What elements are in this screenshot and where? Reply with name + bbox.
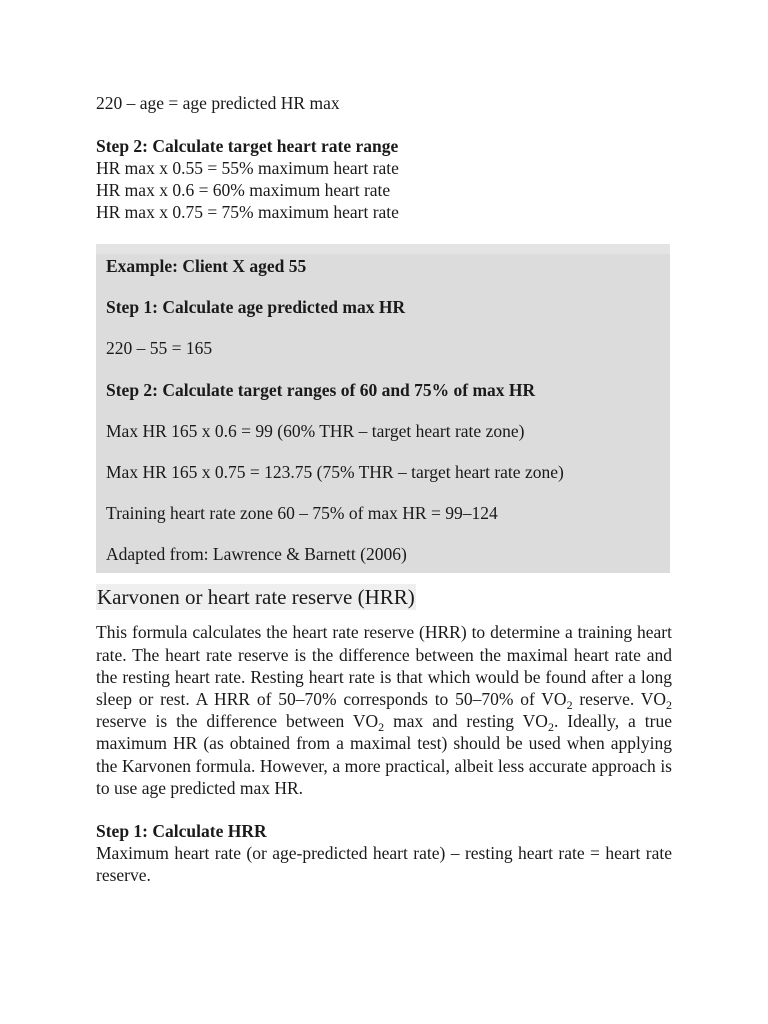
example-box: [96, 244, 670, 573]
subscript-2: 2: [547, 720, 554, 735]
step2-line-60: HR max x 0.6 = 60% maximum heart rate: [96, 180, 391, 200]
example-step2-heading: Step 2: Calculate target ranges of 60 and 75% of max HR: [106, 379, 536, 400]
subscript-2: 2: [566, 697, 573, 712]
para-part1: This formula calculates the heart rate reserve (HRR) to determine a training heart rate. The heart rate reserve is the difference between the maximal heart rate and the resting heart rate. Resting heart rate is that which would be found after a long sleep or rest. A HRR of 50–70% corresponds to 50–70% of VO: [96, 622, 672, 709]
step2-line-75: HR max x 0.75 = 75% maximum heart rate: [96, 202, 399, 222]
subscript-2: 2: [666, 697, 673, 712]
subscript-2: 2: [378, 720, 385, 735]
example-step1-calc: 220 – 55 = 165: [106, 338, 213, 359]
example-calc-60: Max HR 165 x 0.6 = 99 (60% THR – target heart rate zone): [106, 420, 525, 441]
example-source: Adapted from: Lawrence & Barnett (2006): [106, 544, 407, 565]
karvonen-heading: Karvonen or heart rate reserve (HRR): [97, 585, 415, 610]
para-part4: max and resting VO: [384, 711, 548, 732]
example-title: Example: Client X aged 55: [106, 256, 307, 276]
example-step1-heading: Step 1: Calculate age predicted max HR: [106, 297, 406, 318]
hrr-step1-text: Maximum heart rate (or age-predicted heart rate) – resting heart rate = heart rate reserve.: [96, 842, 672, 885]
para-part3: reserve is the difference between VO: [96, 711, 379, 732]
step2-line-55: HR max x 0.55 = 55% maximum heart rate: [96, 158, 399, 178]
age-predicted-formula: 220 – age = age predicted HR max: [96, 93, 340, 113]
document-page: [96, 92, 672, 886]
example-zone: Training heart rate zone 60 – 75% of max HR = 99–124: [106, 503, 498, 524]
example-calc-75: Max HR 165 x 0.75 = 123.75 (75% THR – target heart rate zone): [106, 461, 564, 482]
karvonen-paragraph: [96, 621, 672, 799]
para-part5: . Ideally, a true maximum HR (as obtained from a maximal test) should be used when applying the Karvonen formula. However, a more practical, albeit less accurate approach is to use age predicted max HR.: [96, 711, 672, 798]
step2-heading: Step 2: Calculate target heart rate range: [96, 136, 399, 156]
para-part2: reserve. VO: [572, 688, 667, 709]
hrr-step1-heading: Step 1: Calculate HRR: [96, 820, 267, 841]
